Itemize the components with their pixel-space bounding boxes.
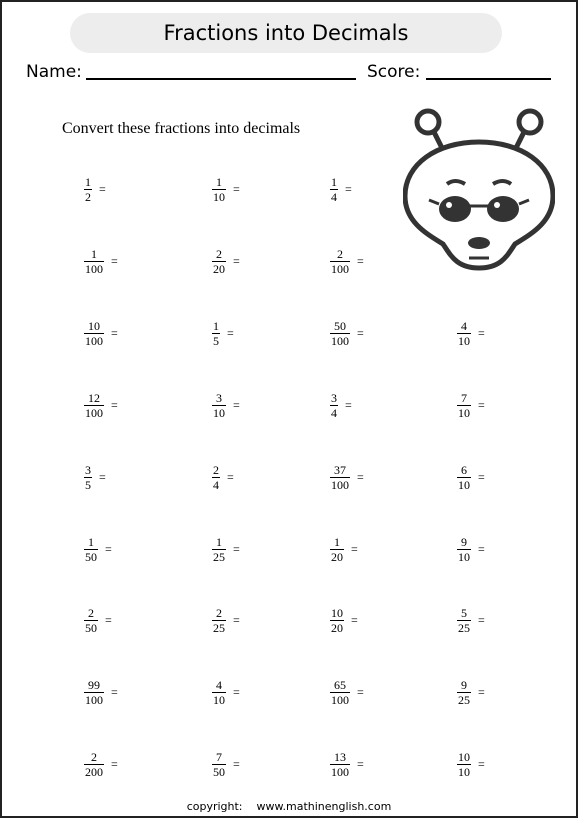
equals-sign: = [99, 469, 106, 484]
numerator: 9 [461, 534, 467, 549]
fraction [84, 751, 104, 778]
fraction [84, 320, 104, 347]
score-label: Score: [367, 62, 421, 82]
equals-sign: = [357, 685, 364, 700]
fraction-problem [84, 248, 118, 275]
denominator: 50 [85, 621, 97, 636]
fraction [212, 176, 226, 203]
numerator: 1 [213, 318, 219, 333]
fraction [212, 320, 220, 347]
fraction-problem [212, 536, 240, 563]
fraction-problem [457, 751, 485, 778]
fraction-problem [84, 751, 118, 778]
numerator: 2 [216, 606, 222, 621]
fraction [457, 607, 471, 634]
fraction [84, 679, 104, 706]
fraction [330, 536, 344, 563]
fraction [84, 607, 98, 634]
numerator: 1 [334, 534, 340, 549]
numerator: 10 [458, 750, 470, 765]
equals-sign: = [478, 613, 485, 628]
numerator: 2 [91, 750, 97, 765]
denominator: 5 [85, 477, 91, 492]
fraction [212, 464, 220, 491]
fraction-problem [330, 536, 358, 563]
fraction [457, 536, 471, 563]
denominator: 25 [213, 621, 225, 636]
denominator: 100 [331, 765, 349, 780]
fraction [84, 536, 98, 563]
equals-sign: = [478, 397, 485, 412]
fraction-problem [457, 607, 485, 634]
copyright-label: copyright: [186, 800, 243, 813]
numerator: 10 [331, 606, 343, 621]
denominator: 50 [213, 765, 225, 780]
numerator: 3 [85, 462, 91, 477]
fraction-problem [457, 392, 485, 419]
equals-sign: = [99, 182, 106, 196]
equals-sign: = [345, 397, 352, 412]
fraction [457, 320, 471, 347]
equals-sign: = [233, 541, 240, 556]
worksheet-title: Fractions into Decimals [70, 13, 502, 53]
numerator: 2 [216, 246, 222, 261]
numerator: 7 [216, 750, 222, 765]
denominator: 100 [331, 693, 349, 708]
equals-sign: = [478, 325, 485, 340]
fraction-problem [330, 392, 352, 419]
denominator: 100 [331, 261, 349, 276]
equals-sign: = [233, 613, 240, 628]
numerator: 10 [88, 318, 100, 333]
fraction-problem [330, 464, 364, 491]
fraction-problem [84, 320, 118, 347]
equals-sign: = [233, 757, 240, 772]
equals-sign: = [357, 757, 364, 772]
numerator: 1 [216, 175, 222, 189]
numerator: 37 [334, 462, 346, 477]
denominator: 100 [85, 693, 103, 708]
denominator: 4 [331, 190, 337, 204]
equals-sign: = [111, 325, 118, 340]
fraction [84, 464, 92, 491]
equals-sign: = [345, 182, 352, 196]
fraction-problem [212, 392, 240, 419]
denominator: 4 [331, 405, 337, 420]
fraction [84, 248, 104, 275]
fraction-problem [212, 320, 234, 347]
fraction [457, 464, 471, 491]
denominator: 25 [458, 621, 470, 636]
denominator: 100 [85, 405, 103, 420]
numerator: 1 [85, 175, 91, 189]
website-link[interactable]: www.mathinenglish.com [256, 800, 392, 813]
fraction [457, 392, 471, 419]
fraction [457, 751, 471, 778]
denominator: 10 [213, 190, 225, 204]
numerator: 99 [88, 678, 100, 693]
fraction-problem [330, 751, 364, 778]
fraction-problem [212, 248, 240, 275]
fraction-problem [457, 536, 485, 563]
fraction [330, 248, 350, 275]
fraction-problem [84, 176, 106, 203]
fraction-problem [212, 751, 240, 778]
denominator: 10 [458, 549, 470, 564]
equals-sign: = [357, 325, 364, 340]
fraction-problem [330, 176, 352, 203]
denominator: 20 [331, 621, 343, 636]
numerator: 5 [461, 606, 467, 621]
fraction-problem [212, 679, 240, 706]
numerator: 4 [461, 318, 467, 333]
equals-sign: = [233, 685, 240, 700]
fraction [330, 176, 338, 203]
equals-sign: = [227, 469, 234, 484]
fraction-problem [212, 464, 234, 491]
fraction-problem [457, 320, 485, 347]
instructions: Convert these fractions into decimals [62, 120, 301, 137]
numerator: 50 [334, 318, 346, 333]
denominator: 10 [458, 405, 470, 420]
fraction-problem [84, 392, 118, 419]
denominator: 100 [331, 333, 349, 348]
denominator: 20 [331, 549, 343, 564]
equals-sign: = [105, 613, 112, 628]
fraction-problem [330, 248, 364, 275]
equals-sign: = [351, 613, 358, 628]
denominator: 10 [458, 333, 470, 348]
numerator: 6 [461, 462, 467, 477]
equals-sign: = [478, 541, 485, 556]
denominator: 200 [85, 765, 103, 780]
denominator: 100 [85, 333, 103, 348]
fraction-problem [457, 464, 485, 491]
fraction-problem [330, 320, 364, 347]
equals-sign: = [111, 685, 118, 700]
fraction-problem [84, 679, 118, 706]
numerator: 3 [216, 390, 222, 405]
equals-sign: = [105, 541, 112, 556]
fraction [330, 751, 350, 778]
equals-sign: = [478, 469, 485, 484]
fraction-problem [84, 607, 112, 634]
equals-sign: = [478, 685, 485, 700]
numerator: 1 [88, 534, 94, 549]
numerator: 9 [461, 678, 467, 693]
equals-sign: = [351, 541, 358, 556]
equals-sign: = [227, 325, 234, 340]
numerator: 3 [331, 390, 337, 405]
numerator: 7 [461, 390, 467, 405]
denominator: 10 [458, 765, 470, 780]
denominator: 20 [213, 261, 225, 276]
numerator: 1 [91, 246, 97, 261]
fraction [457, 679, 471, 706]
name-label: Name: [26, 62, 82, 82]
fraction [84, 392, 104, 419]
equals-sign: = [478, 757, 485, 772]
fraction-problem [330, 679, 364, 706]
denominator: 5 [213, 333, 219, 348]
numerator: 1 [216, 534, 222, 549]
numerator: 2 [213, 462, 219, 477]
numerator: 4 [216, 678, 222, 693]
equals-sign: = [111, 397, 118, 412]
equals-sign: = [111, 757, 118, 772]
numerator: 2 [337, 246, 343, 261]
fraction [330, 464, 350, 491]
fraction [212, 248, 226, 275]
fraction [330, 392, 338, 419]
denominator: 25 [213, 549, 225, 564]
fraction-problem [84, 464, 106, 491]
denominator: 4 [213, 477, 219, 492]
fraction [212, 607, 226, 634]
equals-sign: = [357, 253, 364, 268]
fraction [212, 392, 226, 419]
numerator: 65 [334, 678, 346, 693]
denominator: 50 [85, 549, 97, 564]
fraction-problem [457, 679, 485, 706]
fraction [212, 751, 226, 778]
fraction [84, 176, 92, 203]
equals-sign: = [111, 253, 118, 268]
denominator: 25 [458, 693, 470, 708]
numerator: 1 [331, 175, 337, 189]
numerator: 12 [88, 390, 100, 405]
fraction-problem [212, 176, 240, 203]
equals-sign: = [357, 469, 364, 484]
denominator: 10 [458, 477, 470, 492]
fraction [212, 536, 226, 563]
fraction [330, 320, 350, 347]
denominator: 100 [85, 261, 103, 276]
denominator: 10 [213, 693, 225, 708]
footer [0, 800, 578, 813]
numerator: 13 [334, 750, 346, 765]
denominator: 2 [85, 190, 91, 204]
numerator: 2 [88, 606, 94, 621]
equals-sign: = [233, 253, 240, 268]
equals-sign: = [233, 182, 240, 196]
denominator: 10 [213, 405, 225, 420]
fraction-problem [212, 607, 240, 634]
fraction [212, 679, 226, 706]
fraction [330, 607, 344, 634]
denominator: 100 [331, 477, 349, 492]
fraction-problem [330, 607, 358, 634]
equals-sign: = [233, 397, 240, 412]
fraction [330, 679, 350, 706]
fraction-problem [84, 536, 112, 563]
